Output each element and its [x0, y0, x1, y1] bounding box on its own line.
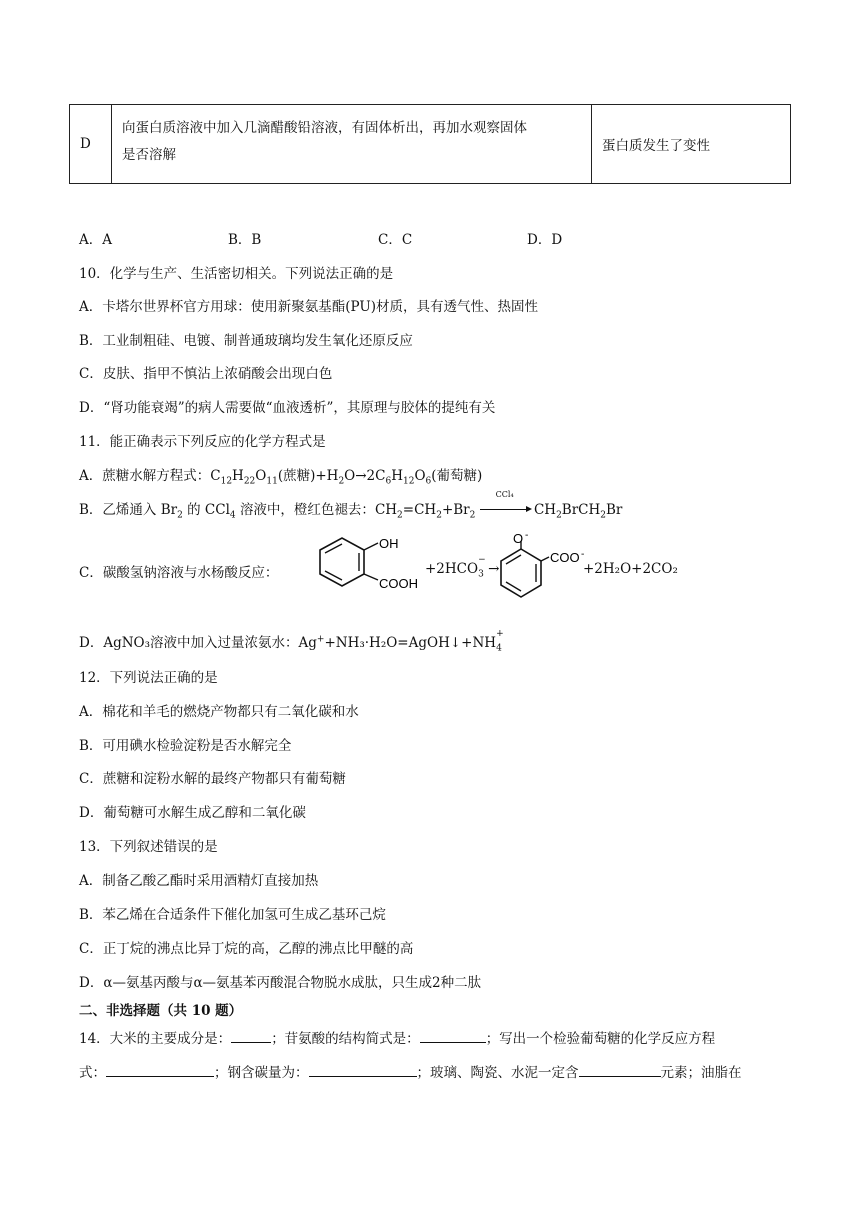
answer-blank-1[interactable] [231, 1030, 271, 1043]
q10-option-b: B．工业制粗硅、电镀、制普通玻璃均发生氧化还原反应 [79, 333, 413, 349]
q14-part7: 元素；油脂在 [660, 1065, 742, 1081]
q9-option-b: B．B [228, 232, 262, 248]
q14-part1: 14．大米的主要成分是： [79, 1031, 232, 1047]
q13-option-b: B．苯乙烯在合适条件下催化加氢可生成乙基环己烷 [79, 907, 386, 923]
q10-option-c: C．皮肤、指甲不慎沾上浓硝酸会出现白色 [79, 366, 333, 382]
q11-b-br2: $Br_2$ [160, 502, 183, 521]
reaction-arrow [480, 490, 530, 518]
q14-part5: ；钢含碳量为： [214, 1065, 309, 1081]
q11-d-prefix: D．AgNO₃溶液中加入过量浓氨水：Ag [79, 635, 317, 651]
q13-option-c: C．正丁烷的沸点比异丁烷的高，乙醇的沸点比甲醚的高 [79, 941, 414, 957]
q14-line1 [79, 1027, 715, 1047]
answer-blank-4[interactable] [309, 1064, 417, 1077]
q12-stem: 12．下列说法正确的是 [79, 670, 218, 686]
svg-text:-: - [581, 549, 585, 560]
q13-option-d: D．α—氨基丙酸与α—氨基苯丙酸混合物脱水成肽，只生成2种二肽 [79, 975, 482, 991]
q11-b-ccl4: CCl$_4$ [200, 502, 236, 521]
q11-d-mid: +NH₃·H₂O=AgOH↓+NH [324, 635, 497, 651]
q11-a-prefix: A．蔗糖水解方程式： [79, 468, 211, 484]
answer-blank-3[interactable] [106, 1064, 214, 1077]
svg-text:-: - [525, 533, 529, 541]
o-minus-label: O [513, 533, 524, 546]
q12-option-d: D．葡萄糖可水解生成乙醇和二氧化碳 [79, 805, 306, 821]
q11-option-a [79, 464, 482, 487]
q11-option-b [79, 490, 623, 521]
q11-c-prefix: C．碳酸氢钠溶液与水杨酸反应： [79, 565, 279, 581]
q11-stem: 11．能正确表示下列反应的化学方程式是 [79, 434, 326, 450]
q9-option-a: A．A [79, 232, 112, 248]
cooh-label: COOH [379, 576, 418, 591]
q11-b-equation: $CH_2=CH_2+Br_2$ [374, 502, 476, 521]
table-row-content [112, 105, 592, 183]
q11-option-d: D．AgNO₃溶液中加入过量浓氨水：$Ag^++NH_3\cdot H_2O=AgOH↓+NH_4$ + [79, 629, 504, 654]
q9-option-c: C．C [378, 232, 413, 248]
q10-stem: 10．化学与生产、生活密切相关。下列说法正确的是 [79, 266, 394, 282]
salicylic-acid-structure [298, 536, 426, 598]
salicylate-structure [495, 533, 589, 605]
oh-label: OH [379, 536, 399, 551]
q11-b-prefix: B．乙烯通入 [79, 502, 157, 518]
q11-b-product: $CH_2BrCH_2Br$ [533, 502, 623, 521]
answer-blank-2[interactable] [420, 1030, 486, 1043]
q11-c-plus: +2HCO [425, 561, 479, 577]
q12-option-b: B．可用碘水检验淀粉是否水解完全 [79, 738, 292, 754]
q11-b-mid2: 溶液中，橙红色褪去： [239, 502, 375, 518]
q13-option-a: A．制备乙酸乙酯时采用酒精灯直接加热 [79, 873, 319, 889]
coo-label: COO [550, 550, 580, 565]
answer-blank-5[interactable] [579, 1064, 661, 1077]
q9-option-d: D．D [527, 232, 563, 248]
table-row-content-line2: 是否溶解 [122, 147, 176, 163]
q11-c-bicarbonate: $+2HCO_3$ − → [425, 555, 500, 580]
q10-option-a: A．卡塔尔世界杯官方用球：使用新聚氨基酯(PU)材质，具有透气性、热固性 [79, 299, 539, 315]
table-row-label: D [70, 105, 112, 183]
q11-b-mid: 的 [187, 502, 201, 518]
q14-part2: ；苷氨酸的结构简式是： [271, 1031, 420, 1047]
q14-part4: 式： [79, 1065, 106, 1081]
table-row-content-line1: 向蛋白质溶液中加入几滴醋酸铅溶液，有固体析出，再加水观察固体 [122, 120, 527, 136]
table-row-conclusion: 蛋白质发生了变性 [602, 138, 710, 154]
q13-stem: 13．下列叙述错误的是 [79, 839, 218, 855]
q14-part6: ；玻璃、陶瓷、水泥一定含 [416, 1065, 579, 1081]
section-heading: 二、非选择题（共 10 题） [79, 1003, 243, 1019]
q10-option-d: D．“肾功能衰竭”的病人需要做“血液透析”，其原理与胶体的提纯有关 [79, 400, 496, 416]
q14-part3: ；写出一个检验葡萄糖的化学反应方程 [485, 1031, 716, 1047]
q11-c-products: +2H₂O+2CO₂ [583, 561, 678, 577]
arrow-condition-label: CCl₄ [495, 490, 514, 499]
q14-line2 [79, 1061, 742, 1081]
q12-option-a: A．棉花和羊毛的燃烧产物都只有二氧化碳和水 [79, 704, 359, 720]
q11-a-equation: $C_{12}H_{22}O_{11}$(蔗糖)$+H_2O\to 2C_6H_{12}O_6$(葡萄糖) [210, 468, 483, 487]
q12-option-c: C．蔗糖和淀粉水解的最终产物都只有葡萄糖 [79, 771, 346, 787]
answer-table-row [69, 104, 791, 184]
